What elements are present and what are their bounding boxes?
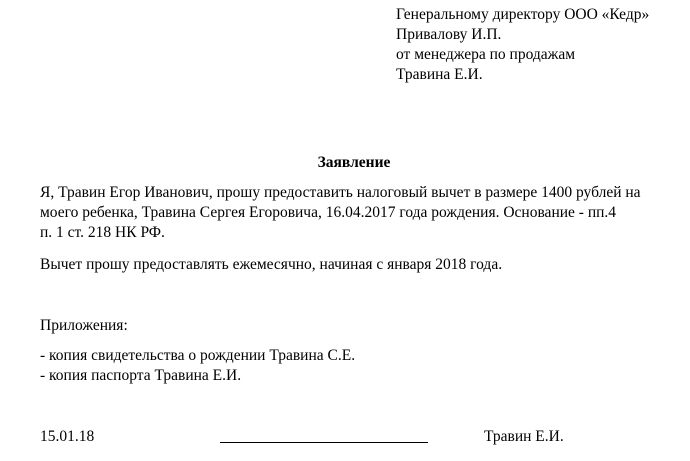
attachments-list — [40, 346, 680, 386]
request-paragraph — [40, 183, 680, 243]
signature-line — [220, 442, 428, 443]
attachment-item: - копия паспорта Травина Е.И. — [40, 367, 242, 384]
schedule-paragraph: Вычет прошу предоставлять ежемесячно, начиная с января 2018 года. — [40, 256, 503, 273]
document-title: Заявление — [317, 154, 391, 171]
signature-date: 15.01.18 — [40, 428, 95, 445]
signer-name: Травин Е.И. — [484, 428, 564, 445]
addressee-block — [396, 5, 649, 85]
request-line: п. 1 ст. 218 НК РФ. — [40, 224, 165, 241]
addressee-line-sender-title: от менеджера по продажам — [396, 46, 576, 63]
addressee-line-recipient-title: Генеральному директору ООО «Кедр» — [396, 6, 650, 23]
request-line: моего ребенка, Травина Сергея Егоровича, 16.04.2017 года рождения. Основание - пп.4 — [40, 204, 617, 221]
attachments-label: Приложения: — [40, 317, 128, 334]
request-line: Я, Травин Егор Иванович, прошу предоставить налоговый вычет в размере 1400 рублей на — [40, 184, 641, 201]
addressee-line-sender-name: Травина Е.И. — [396, 66, 483, 83]
attachment-item: - копия свидетельства о рождении Травина С.Е. — [40, 347, 356, 364]
addressee-line-recipient-name: Привалову И.П. — [396, 26, 502, 43]
